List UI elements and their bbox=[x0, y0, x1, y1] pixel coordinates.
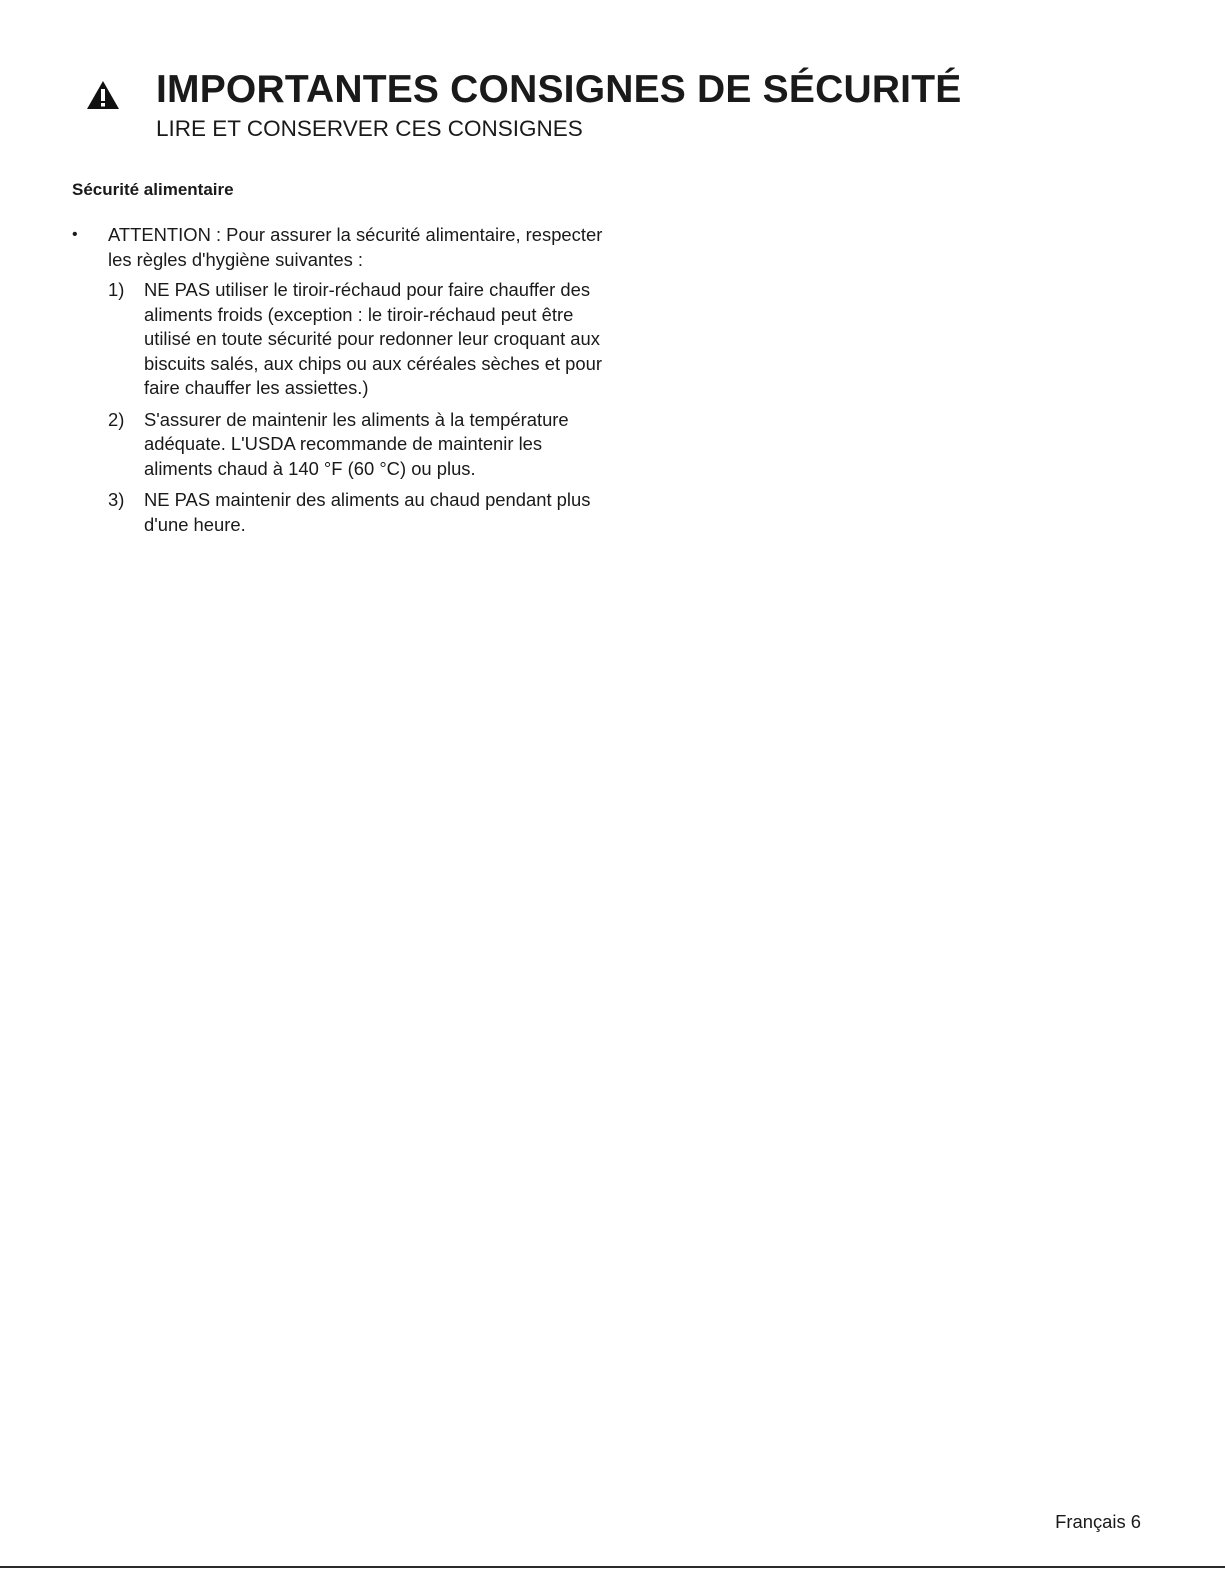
list-item-number: 2) bbox=[108, 408, 125, 430]
list-item bbox=[108, 278, 612, 401]
list-item-number: 1) bbox=[108, 279, 125, 300]
list-item-text: S'assurer de maintenir les aliments à la température adéquate. L'USDA recommande de maintenir les aliments chaud à 140 °F (60 °C) ou plus. bbox=[144, 408, 569, 479]
food-safety-section bbox=[72, 175, 612, 544]
numbered-list bbox=[108, 278, 612, 537]
bullet-item bbox=[72, 223, 612, 537]
page-title: IMPORTANTES CONSIGNES DE SÉCURITÉ bbox=[156, 68, 962, 111]
caution-intro: ATTENTION : Pour assurer la sécurité alimentaire, respecter les règles d'hygiène suivantes : bbox=[108, 224, 603, 270]
page-number: Français 6 bbox=[1055, 1511, 1141, 1532]
list-item-text: NE PAS maintenir des aliments au chaud pendant plus d'une heure. bbox=[144, 489, 591, 535]
list-item bbox=[108, 488, 612, 537]
section-title: Sécurité alimentaire bbox=[72, 180, 234, 199]
bottom-divider bbox=[0, 1566, 1225, 1568]
warning-icon bbox=[86, 80, 120, 110]
page-subtitle: LIRE ET CONSERVER CES CONSIGNES bbox=[156, 116, 583, 141]
list-item-number: 3) bbox=[108, 489, 125, 510]
bullet-dot: • bbox=[72, 226, 78, 243]
list-item-text: NE PAS utiliser le tiroir-réchaud pour faire chauffer des aliments froids (exception : le tiroir-réchaud peut être utilisé en toute sécurité pour redonner leur croquant aux biscuits salés, aux chips ou aux céréales sèches et pour faire chauffer les assiettes.) bbox=[144, 279, 602, 398]
list-item bbox=[108, 408, 612, 482]
